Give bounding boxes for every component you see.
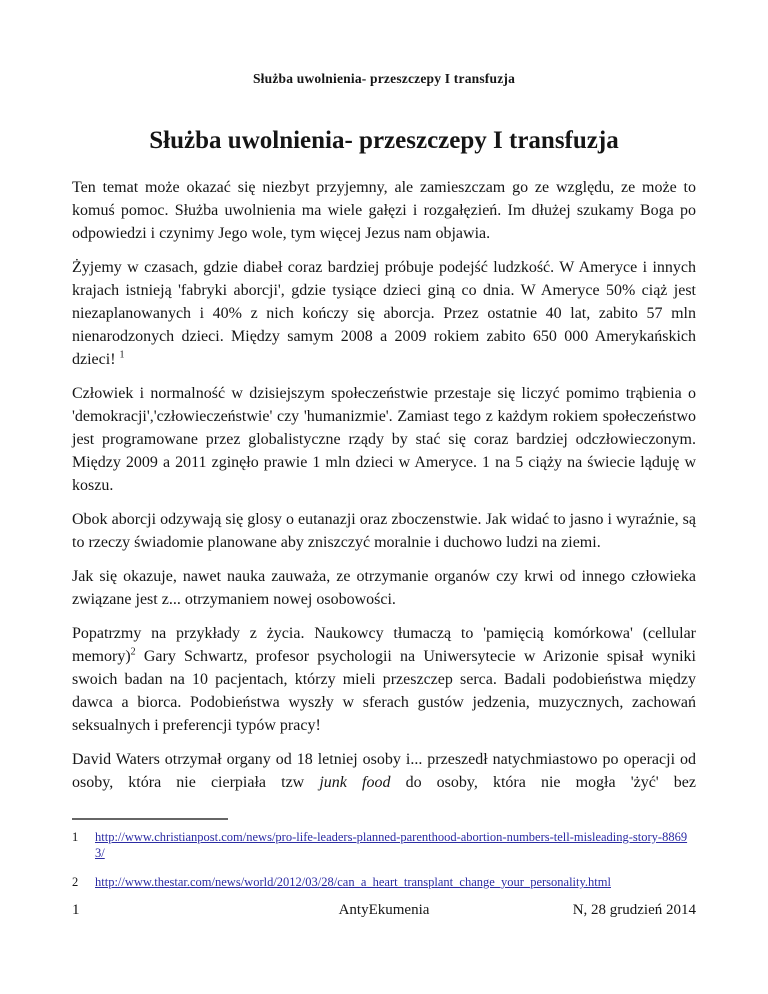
text-run: Gary Schwartz, profesor psychologii na Uniwersytecie w Arizonie spisał wyniki swoich badan na 10 pacjentach, którzy mieli przeszczep serca. Badali podobieństwa między dawca a biorca. Podobieństwa wyszły w sferach gustów jedzenia, muzycznych, zachowań seksualnych i preferencji typów pracy! [72, 648, 696, 734]
paragraph [72, 565, 696, 611]
text-run: Człowiek i normalność w dzisiejszym społeczeństwie przestaje się liczyć pomimo trąbienia o 'demokracji','człowieczeństwie' czy 'humanizmie'. Zamiast tego z każdym rokiem społeczeństwo jest programowane przez globalistyczne rządy by stać się coraz bardziej odczłowieczonym. Między 2009 a 2011 zginęło prawie 1 mln dzieci w Ameryce. 1 na 5 ciąży na świecie ląduję w koszu. [72, 385, 696, 494]
footnote-number: 2 [72, 875, 79, 889]
paragraph [72, 382, 696, 497]
footer-site-name: AntyEkumenia [338, 902, 430, 918]
footer-page-number: 1 [72, 902, 80, 918]
text-run: Ten temat może okazać się niezbyt przyjemny, ale zamieszczam go ze względu, ze może to komuś pomoc. Służba uwolnienia ma wiele gałęzi i rozgałęzień. Im dłużej szukamy Boga po odpowiedzi i czynimy Jego wole, tym więcej Jezus nam objawia. [72, 179, 696, 242]
footnote-item [72, 874, 696, 890]
footnote-ref: 1 [119, 349, 125, 361]
footnote-separator [72, 818, 228, 820]
footnote-item [72, 829, 696, 861]
text-run: Żyjemy w czasach, gdzie diabeł coraz bardziej próbuje podejść ludzkość. W Ameryce i innych krajach istnieją 'fabryki aborcji', gdzie tysiące dzieci giną co dnia. W Ameryce 50% ciąż jest niezaplanowanych i 40% z nich kończy się aborcja. Przez ostatnie 40 lat, zabito 57 mln nienarodzonych dzieci. Między samym 2008 a 2009 rokiem zabito 650 000 Amerykańskich dzieci! [72, 259, 696, 368]
text-run: Popatrzmy na przykłady z życia. Naukowcy tłumaczą to 'pamięcią komórkowa' (cellular memory) [72, 625, 696, 665]
footnote-ref: 2 [130, 646, 136, 658]
paragraph [72, 748, 696, 794]
page-footer [72, 902, 696, 919]
footnotes-section [72, 818, 696, 903]
footer-date: N, 28 grudzień 2014 [572, 902, 696, 918]
footnote-link[interactable]: http://www.christianpost.com/news/pro-life-leaders-planned-parenthood-abortion-numbers-tell-misleading-story-88693/ [95, 830, 688, 860]
paragraph [72, 622, 696, 737]
italic-run: junk food [319, 774, 391, 791]
text-run: Jak się okazuje, nawet nauka zauważa, ze otrzymanie organów czy krwi od innego człowieka związane jest z... otrzymaniem nowej osobowości. [72, 568, 696, 608]
running-header: Służba uwolnienia- przeszczepy I transfuzja [252, 71, 516, 86]
paragraph [72, 256, 696, 371]
text-run: do osoby, która nie mogła 'żyć' bez [390, 774, 697, 791]
footnote-number: 1 [72, 830, 79, 844]
text-run: David Waters otrzymał organy od 18 letniej osoby i... przeszedł natychmiastowo po operacji od osoby, która nie cierpiała tzw [72, 751, 696, 791]
text-run: Obok aborcji odzywają się glosy o eutanazji oraz zboczenstwie. Jak widać to jasno i wyraźnie, są to rzeczy świadomie planowane aby zniszczyć moralnie i duchowo ludzi na ziemi. [72, 511, 696, 551]
page-title: Służba uwolnienia- przeszczepy I transfuzja [149, 127, 619, 154]
body-paragraphs [72, 176, 696, 805]
paragraph [72, 176, 696, 245]
footnote-link[interactable]: http://www.thestar.com/news/world/2012/03/28/can_a_heart_transplant_change_your_personality.html [95, 875, 611, 889]
paragraph [72, 508, 696, 554]
